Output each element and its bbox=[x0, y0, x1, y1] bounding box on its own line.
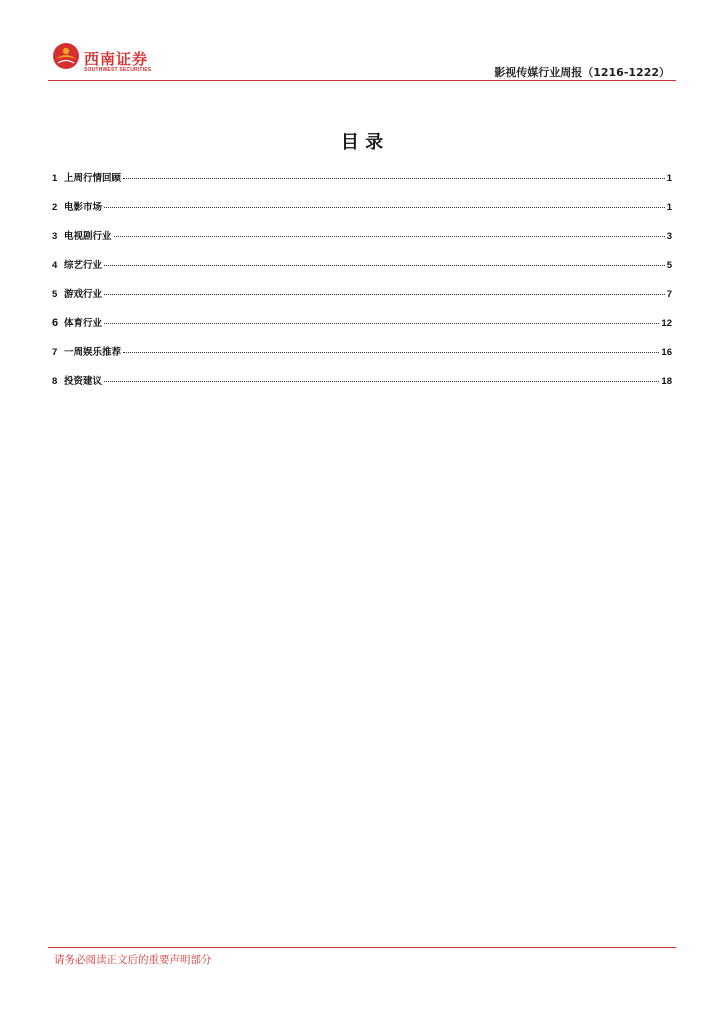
toc-entry-market-review[interactable] bbox=[52, 170, 672, 199]
header-divider bbox=[48, 80, 676, 81]
logo-name-en: SOUTHWEST SECURITIES bbox=[84, 67, 152, 73]
toc-entry-page: 5 bbox=[666, 260, 672, 271]
toc-entry-number: 2 bbox=[52, 202, 58, 213]
toc-dot-leader bbox=[104, 381, 659, 382]
toc-entry-page: 1 bbox=[666, 202, 672, 213]
toc-dot-leader bbox=[123, 352, 659, 353]
toc-entry-title: 体育行业 bbox=[64, 318, 103, 329]
toc-entry-title: 综艺行业 bbox=[64, 260, 103, 271]
toc-entry-title: 电视剧行业 bbox=[64, 231, 112, 242]
table-of-contents bbox=[52, 170, 672, 402]
footer-divider bbox=[48, 947, 676, 948]
footer-disclaimer: 请务必阅读正文后的重要声明部分 bbox=[54, 954, 212, 966]
toc-entry-title: 一周娱乐推荐 bbox=[64, 347, 122, 358]
toc-entry-sports[interactable] bbox=[52, 315, 672, 344]
toc-entry-page: 1 bbox=[666, 173, 672, 184]
report-title: 影视传媒行业周报（1216-1222） bbox=[494, 66, 670, 79]
toc-entry-page: 7 bbox=[666, 289, 672, 300]
toc-dot-leader bbox=[104, 207, 665, 208]
toc-entry-number: 6 bbox=[52, 317, 59, 329]
toc-entry-number: 7 bbox=[52, 347, 58, 358]
toc-entry-title: 上周行情回顾 bbox=[64, 173, 122, 184]
toc-entry-title: 投资建议 bbox=[64, 376, 103, 387]
logo-name-cn: 西南证券 bbox=[84, 50, 149, 68]
company-logo bbox=[52, 42, 162, 78]
toc-entry-number: 5 bbox=[52, 289, 58, 300]
southwest-securities-logo-mark-icon bbox=[52, 42, 80, 70]
toc-dot-leader bbox=[104, 323, 659, 324]
toc-entry-gaming[interactable] bbox=[52, 286, 672, 315]
toc-entry-page: 3 bbox=[666, 231, 672, 242]
toc-entry-number: 3 bbox=[52, 231, 58, 242]
toc-entry-title: 电影市场 bbox=[64, 202, 103, 213]
toc-entry-number: 1 bbox=[52, 173, 58, 184]
toc-entry-number: 8 bbox=[52, 376, 58, 387]
toc-entry-weekly-entertainment[interactable] bbox=[52, 344, 672, 373]
toc-entry-variety-show[interactable] bbox=[52, 257, 672, 286]
toc-dot-leader bbox=[104, 294, 665, 295]
toc-heading: 目 录 bbox=[340, 132, 384, 153]
toc-entry-tv-drama[interactable] bbox=[52, 228, 672, 257]
toc-entry-title: 游戏行业 bbox=[64, 289, 103, 300]
toc-dot-leader bbox=[123, 178, 665, 179]
toc-entry-page: 18 bbox=[661, 376, 672, 387]
toc-entry-page: 12 bbox=[661, 318, 672, 329]
toc-entry-page: 16 bbox=[661, 347, 672, 358]
toc-entry-number: 4 bbox=[52, 260, 58, 271]
toc-dot-leader bbox=[104, 265, 665, 266]
toc-entry-film-market[interactable] bbox=[52, 199, 672, 228]
toc-entry-investment-advice[interactable] bbox=[52, 373, 672, 402]
page-header bbox=[48, 38, 676, 82]
toc-dot-leader bbox=[114, 236, 665, 237]
